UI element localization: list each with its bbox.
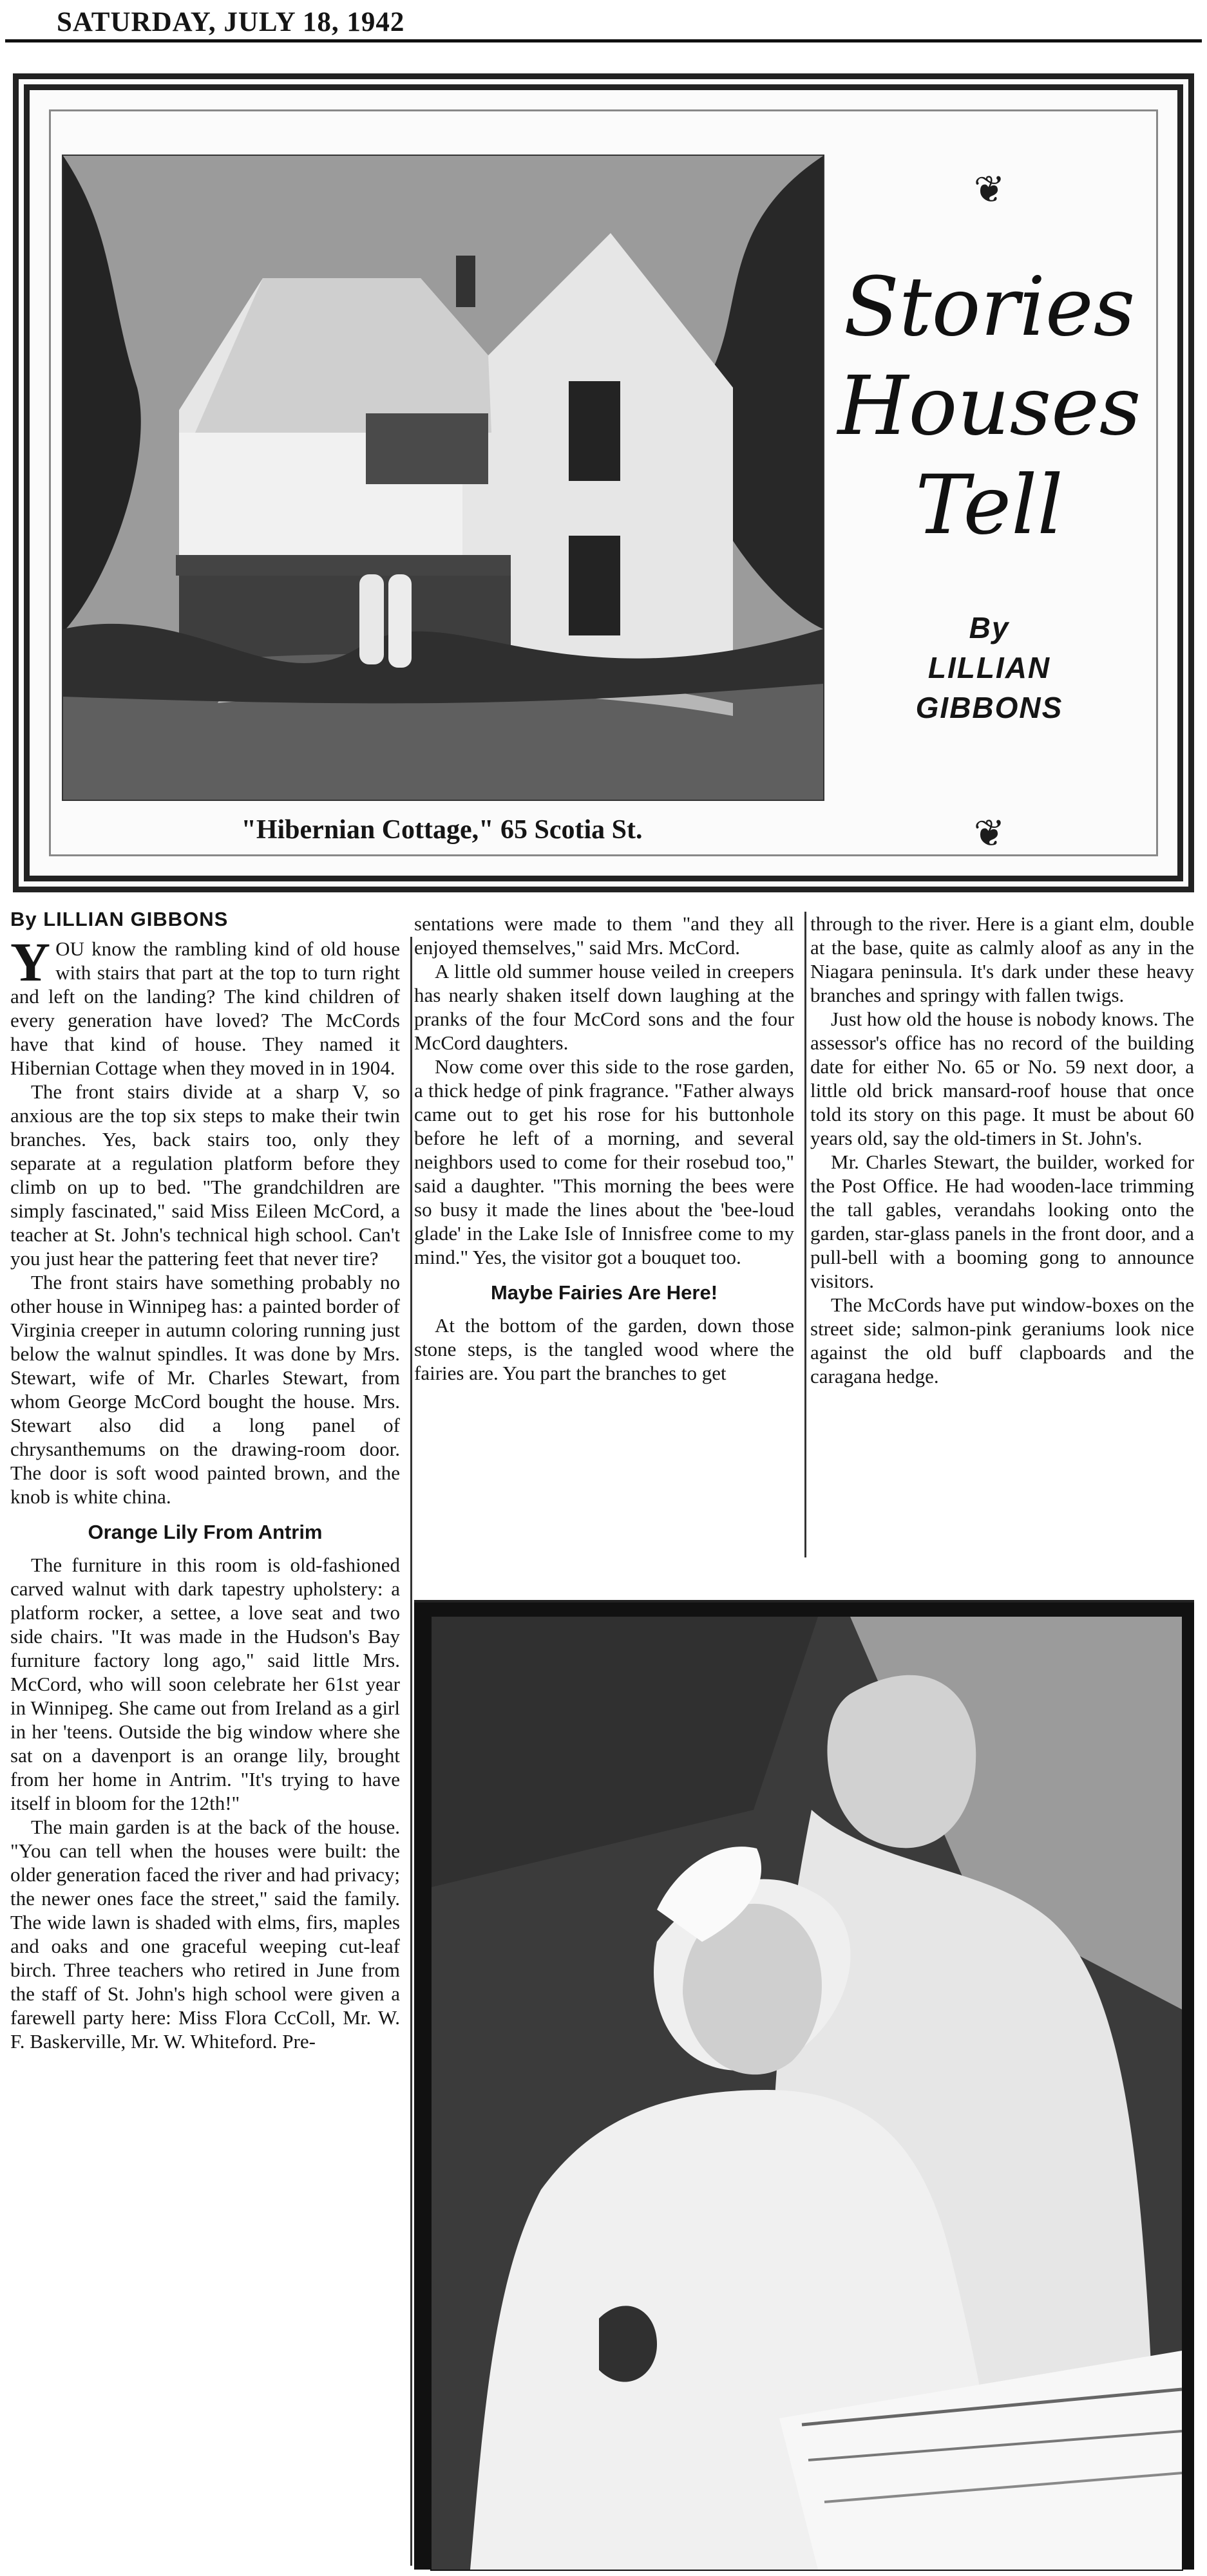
story-column-1: [10, 931, 412, 2566]
couple-photo: [430, 1615, 1183, 2571]
headline-line-stories: Stories: [843, 259, 1136, 354]
floral-ornament-icon: ❦: [973, 169, 1005, 211]
hibernian-cottage-photo: [62, 155, 824, 801]
paragraph: [10, 931, 400, 1080]
headline-block: [832, 167, 1147, 854]
paragraph: The front stairs have something probably no other house in Winnipeg has: a painted border of Virginia creeper in autumn coloring running just below the walnut spindles. It was done by Mrs. Stewart, wife of Mr. Charles Stewart, from whom George McCord bought the house. Mrs. Stewart also did a long panel of chrysanthemums on the drawing-room door. The door is soft wood painted brown, and the knob is white china.: [10, 1271, 400, 1508]
story-column-3: [810, 912, 1194, 1557]
floral-ornament-icon: ❦: [973, 813, 1005, 854]
paragraph: A little old summer house veiled in creepers has nearly shaken itself down laughing at the pranks of the four McCord sons and the four McCord daughters.: [414, 960, 794, 1054]
paragraph: The furniture in this room is old-fashioned carved walnut with dark tapestry upholstery: a platform rocker, a settee, a love seat and two side chairs. "It was made in the Hudson's Bay furniture factory long ago," said little Mrs. McCord, who will soon celebrate her 61st year in Winnipeg. She came out from Ireland as a girl in her 'teens. Outside the big window where she sat on a davenport is an orange lily, brought from her home in Antrim. "It's trying to have itself in bloom for the 12th!": [10, 1554, 400, 1814]
couple-photo-frame: [414, 1600, 1194, 2570]
author-last-name: GIBBONS: [915, 691, 1063, 724]
subhead-maybe-fairies: Maybe Fairies Are Here!: [490, 1281, 718, 1304]
paragraph: At the bottom of the garden, down those stone steps, is the tangled wood where the fairies are. You part the branches to get: [414, 1314, 794, 1384]
author-first-name: LILLIAN: [927, 651, 1051, 684]
photo-caption: "Hibernian Cottage," 65 Scotia St.: [241, 815, 643, 845]
feature-byline: [832, 608, 1147, 728]
feature-panel: [13, 73, 1194, 892]
paragraph: sentations were made to them "and they all enjoyed themselves," said Mrs. McCord.: [414, 912, 794, 959]
headline-line-houses: Houses: [837, 359, 1141, 453]
couple-photo-illustration: [432, 1617, 1182, 2570]
paragraph-text: OU know the rambling kind of old house with stairs that part at the top to turn right and left on the landing? The kind children of every generation have loved? The McCords have that kind of house. They named it Hibernian Cottage when they moved in in 1904.: [10, 937, 400, 1079]
story-column-2: [414, 912, 806, 1557]
drop-cap: Y: [10, 931, 51, 993]
newspaper-date: SATURDAY, JULY 18, 1942: [5, 4, 1202, 42]
by-label: By: [969, 611, 1010, 644]
house-illustration: [63, 156, 823, 800]
story-byline: By LILLIAN GIBBONS: [10, 908, 229, 930]
paragraph: Just how old the house is nobody knows. The assessor's office has no record of the building date for either No. 65 or No. 59 next door, a little old brick mansard-roof house that once told its story on this page. It must be about 60 years old, say the old-timers in St. John's.: [810, 1008, 1194, 1149]
paragraph: through to the river. Here is a giant elm, double at the base, quite as calmly aloof as any in the Niagara peninsula. It's dark under these heavy branches and springy with fallen twigs.: [810, 912, 1194, 1006]
paragraph: The main garden is at the back of the house. "You can tell when the houses were built: the older generation faced the river and had privacy; the newer ones face the street," said the family. The wide lawn is shaded with elms, firs, maples and oaks and one graceful weeping cut-leaf birch. Three teachers who retired in June from the staff of St. John's high school were given a farewell party here: Miss Flora CcColl, Mr. W. F. Baskerville, Mr. W. Whiteford. Pre-: [10, 1816, 400, 2053]
story-headline: [832, 258, 1147, 555]
paragraph: The front stairs divide at a sharp V, so anxious are the top six steps to make their twin branches. Yes, back stairs too, only they separate at a regulation platform before they climb on up to bed. "The grandchildren are simply fascinated," said Miss Eileen McCord, a teacher at St. John's technical high school. Can't you just hear the pattering feet that never tire?: [10, 1080, 400, 1270]
paragraph: Mr. Charles Stewart, the builder, worked for the Post Office. He had wooden-lace trimming the tall gables, verandahs looking onto the garden, star-glass panels in the front door, and a pull-bell with a booming gong to announce visitors.: [810, 1151, 1194, 1292]
paragraph: Now come over this side to the rose garden, a thick hedge of pink fragrance. "Father always came out to get his rose for his buttonhole before he left of a morning, and several neighbors used to come for their rosebud too," said a daughter. "This morning the bees were so busy it made the lines about the 'bee-loud glade' in the Lake Isle of Innisfree come to my mind." Yes, the visitor got a bouquet too.: [414, 1055, 794, 1268]
subhead-orange-lily: Orange Lily From Antrim: [88, 1521, 323, 1543]
paragraph: The McCords have put window-boxes on the street side; salmon-pink geraniums look nice against the old buff clapboards and the caragana hedge.: [810, 1293, 1194, 1387]
headline-line-tell: Tell: [915, 458, 1063, 552]
